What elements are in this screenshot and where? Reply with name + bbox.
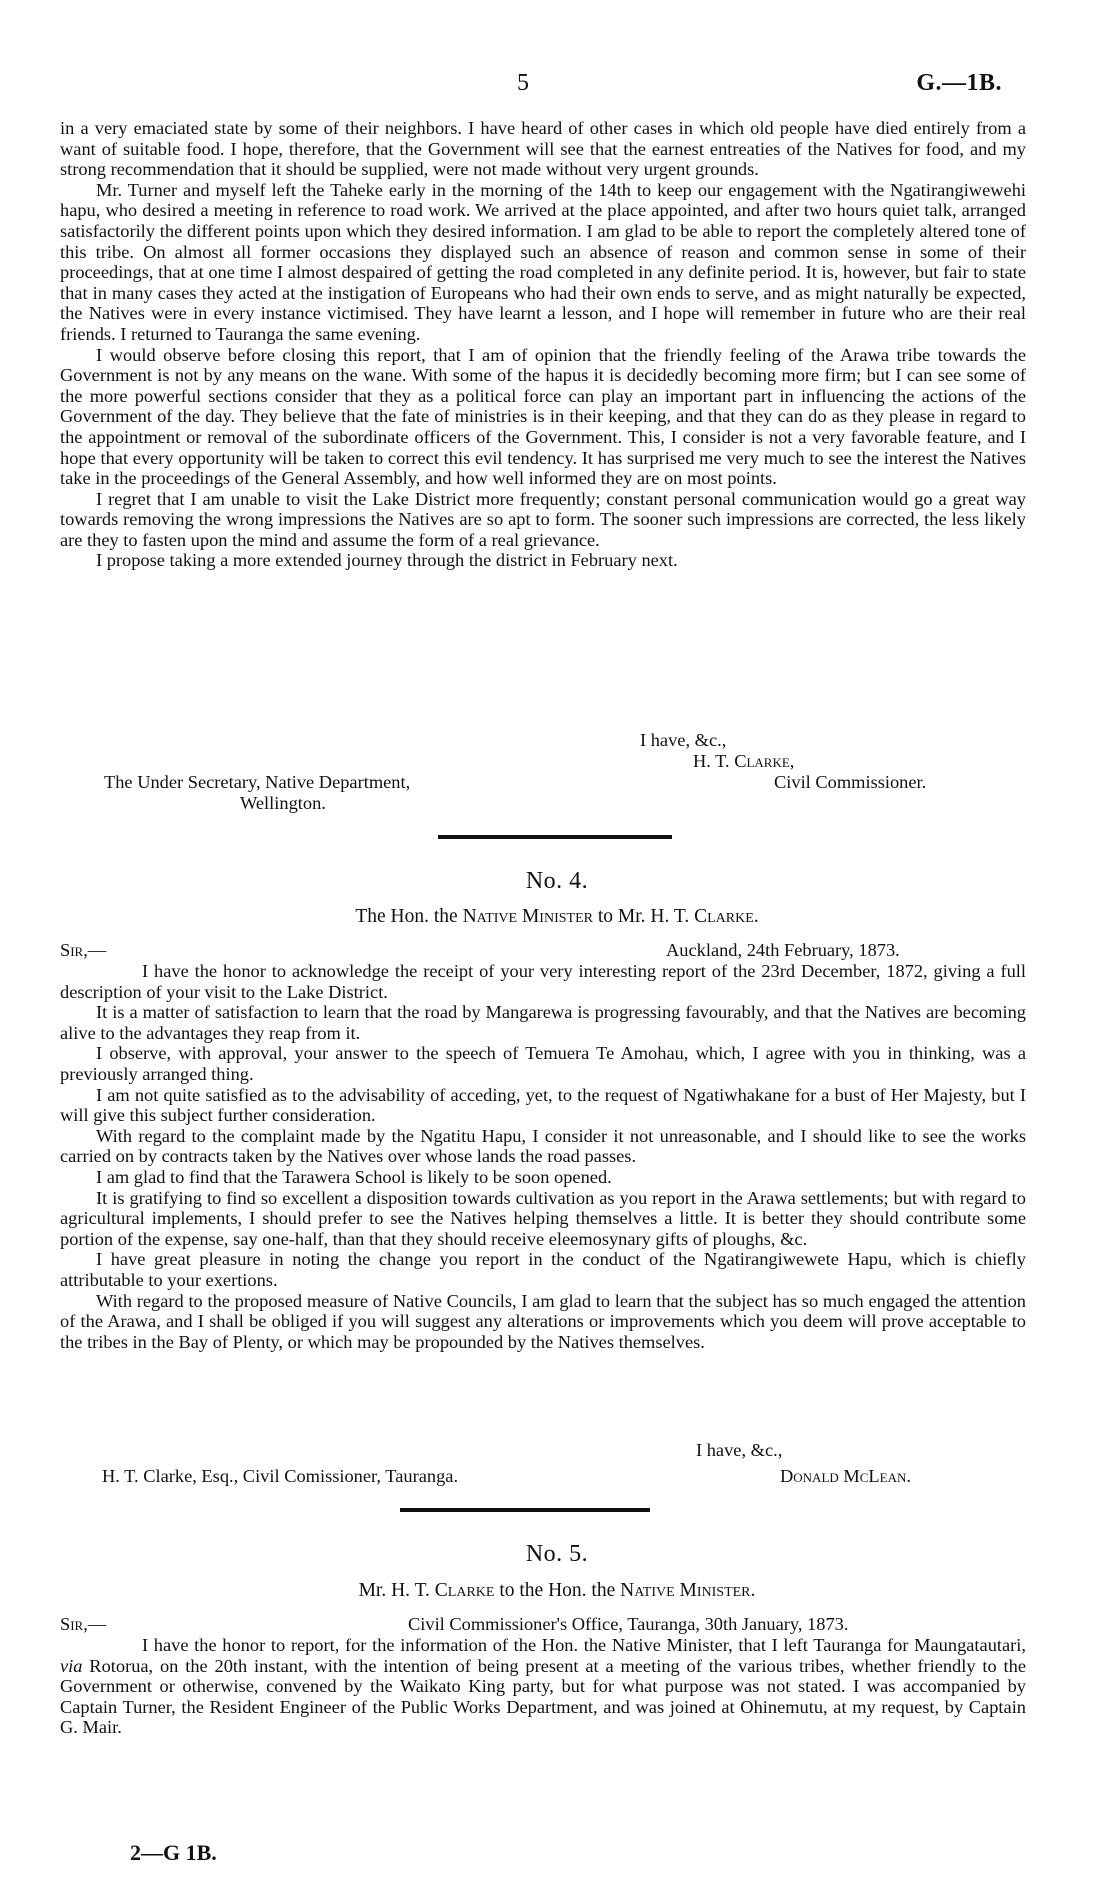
letter5-dateline: Civil Commissioner's Office, Tauranga, 30th January, 1873.: [408, 1614, 849, 1634]
letter3-paragraph: I would observe before closing this report, that I am of opinion that the friendly feeling of the Arawa tribe towards the Government is not by any means on the wane. With some of the hapus it is decidedly becoming more firm; but I can see some of the more powerful sections consider that they as a political force can play an important part in influencing the actions of the Government of the day. They believe that the fate of ministries is in their keeping, and that they can do as they please in regard to the appointment or removal of the subordinate officers of the Government. This, I consider is not a very favorable feature, and I hope that every opportunity will be taken to correct this evil tendency. It has surprised me very much to see the interest the Natives take in the proceedings of the General Assembly, and how well informed they are on most points.: [60, 344, 1026, 489]
letter4-dateline: Auckland, 24th February, 1873.: [666, 940, 900, 960]
letter4-paragraph: I have great pleasure in noting the change you report in the conduct of the Ngatirangiwewete Hapu, which is chiefly attributable to your exertions.: [60, 1249, 1026, 1290]
page-number: 5: [517, 70, 529, 96]
letter4-paragraph: It is a matter of satisfaction to learn that the road by Mangarewa is progressing favourably, and that the Natives are becoming alive to the advantages they reap from it.: [60, 1002, 1026, 1043]
letter4-paragraph: I observe, with approval, your answer to the speech of Temuera Te Amohau, which, I agree with you in thinking, was a previously arranged thing.: [60, 1043, 1026, 1084]
letter4-title-to: Clarke.: [694, 906, 759, 927]
letter4-paragraph: With regard to the proposed measure of Native Councils, I am glad to learn that the subject has so much engaged the attention of the Arawa, and I shall be obliged if you will suggest any alterations or improvements which you deem will prove acceptable to the tribes in the Bay of Plenty, or which may be propounded by the Natives themselves.: [60, 1290, 1026, 1352]
letter4-title-mid: to Mr. H. T.: [592, 906, 695, 927]
letter4-addressee: H. T. Clarke, Esq., Civil Comissioner, Tauranga.: [102, 1466, 459, 1486]
letter5-text-b: Rotorua, on the 20th instant, with the intention of being present at a meeting of the various tribes, whether friendly to the Government or otherwise, convened by the Waikato King party, but for what purpose was not stated. I was accompanied by Captain Turner, the Resident Engineer of the Public Works Department, and was joined at Ohinemutu, at my request, by Captain G. Mair.: [60, 1655, 1026, 1738]
letter4-paragraph: With regard to the complaint made by the Ngatitu Hapu, I consider it not unreasonable, and I should like to see the works carried on by contracts taken by the Natives over whose lands the road passes.: [60, 1125, 1026, 1167]
letter5-text-via: via: [60, 1655, 83, 1676]
letter3-signer-title: Civil Commissioner.: [774, 772, 927, 792]
letter4-title-pre: The Hon. the: [355, 906, 463, 927]
letter5-body: [60, 1635, 1026, 1738]
letter5-title-to: Native Minister.: [620, 1580, 756, 1601]
letter3-paragraph: in a very emaciated state by some of their neighbors. I have heard of other cases in which old people have died entirely from a want of suitable food. I hope, therefore, that the Government will see that the earnest entreaties of the Natives for food, and my strong recommendation that it should be supplied, were not made without very urgent grounds.: [60, 118, 1026, 180]
section-divider: [400, 1508, 650, 1512]
letter5-title-mid: to the Hon. the: [494, 1580, 621, 1601]
letter3-addressee: The Under Secretary, Native Department,: [104, 772, 411, 792]
letter4-title: [0, 906, 1114, 928]
letter4-closing: I have, &c.,: [696, 1440, 783, 1460]
letter5-title: [0, 1580, 1114, 1602]
signature-mark: 2—G 1B.: [130, 1840, 217, 1865]
letter4-body: [60, 961, 1026, 1352]
letter3-closing: I have, &c.,: [640, 730, 727, 750]
letter5-title-from: Clarke: [434, 1580, 495, 1601]
letter3-addressee-city: Wellington.: [240, 793, 326, 813]
letter5-number: No. 5.: [525, 1541, 589, 1567]
letter5-title-pre: Mr. H. T.: [358, 1580, 435, 1601]
letter3-paragraph: I propose taking a more extended journey through the district in February next.: [96, 550, 678, 571]
letter3-paragraph: Mr. Turner and myself left the Taheke early in the morning of the 14th to keep our engagement with the Ngatirangiwewehi hapu, who desired a meeting in reference to road work. We arrived at the place appointed, and after two hours quiet talk, arranged satisfactorily the different points upon which they desired information. I am glad to be able to report the completely altered tone of this tribe. On almost all former occasions they displayed such an absence of reason and common sense in some of their proceedings, that at one time I almost despaired of getting the road completed in any definite period. It is, however, but fair to state that in many cases they acted at the instigation of Europeans who had their own ends to serve, and as might naturally be expected, the Natives were in every instance victimised. They have learnt a lesson, and I hope will remember in future who are their real friends. I returned to Tauranga the same evening.: [60, 179, 1026, 344]
letter4-paragraph: It is gratifying to find so excellent a disposition towards cultivation as you report in the Arawa settlements; but with regard to agricultural implements, I should prefer to see the Natives helping themselves a little. It is better they should contribute some portion of the expense, say one-half, than that they should receive eleemosynary gifts of ploughs, &c.: [60, 1187, 1026, 1249]
letter4-paragraph: I am not quite satisfied as to the advisability of acceding, yet, to the request of Ngatiwhakane for a bust of Her Majesty, but I will give this subject further consideration.: [60, 1084, 1026, 1126]
letter3-signer: H. T. Clarke,: [693, 751, 795, 771]
letter4-salutation: Sir,—: [60, 940, 107, 960]
letter4-paragraph: I am glad to find that the Tarawera School is likely to be soon opened.: [96, 1166, 612, 1187]
letter4-paragraph: I have the honor to acknowledge the receipt of your very interesting report of the 23rd December, 1872, giving a full description of your visit to the Lake District.: [60, 961, 1026, 1002]
letter4-signer: Donald McLean.: [780, 1466, 911, 1486]
letter3-body: [60, 118, 1026, 571]
letter5-salutation: Sir,—: [60, 1614, 107, 1634]
letter5-paragraph: [60, 1635, 1026, 1738]
section-divider: [438, 835, 672, 839]
document-code: G.—1B.: [916, 70, 1002, 96]
letter5-text-a: I have the honor to report, for the information of the Hon. the Native Minister, that I left Tauranga for Maungatautari,: [142, 1635, 1026, 1655]
letter4-title-from: Native Minister: [462, 906, 593, 927]
letter4-number: No. 4.: [525, 868, 589, 894]
letter3-paragraph: I regret that I am unable to visit the Lake District more frequently; constant personal communication would go a great way towards removing the wrong impressions the Natives are so apt to form. The sooner such impressions are corrected, the less likely are they to fasten upon the mind and assume the form of a real grievance.: [60, 488, 1026, 550]
